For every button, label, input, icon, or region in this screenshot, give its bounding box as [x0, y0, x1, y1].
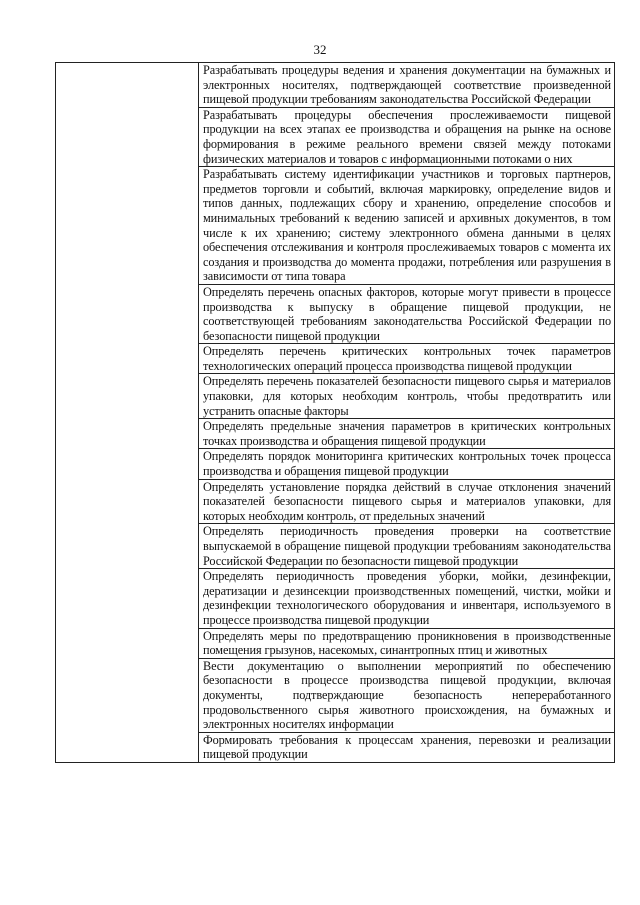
- table-cell: [199, 344, 615, 374]
- cell-text: Разрабатывать процедуры обеспечения прослеживаемости пищевой продукции на всех этапах ее производства и обращения на рынке на основе формирования в режиме реального времени связей между потоками физических материалов и товаров с информационными потоками о них: [203, 107, 611, 166]
- cell-text: Определять перечень показателей безопасности пищевого сырья и материалов упаковки, для которых необходим контроль, чтобы предотвратить или устранить опасные факторы: [203, 374, 611, 418]
- table-row: [56, 63, 615, 108]
- empty-left-cell: [56, 63, 199, 763]
- cell-text: Вести документацию о выполнении мероприятий по обеспечению безопасности в процессе производства пищевой продукции, включая документы, подтверждающие безопасность непереработанного продовольственного сырья животного происхождения, на бумажных и электронных носителях информации: [203, 658, 611, 732]
- table-cell: [199, 374, 615, 419]
- table-cell: [199, 628, 615, 658]
- page-number: 32: [313, 42, 327, 57]
- table-cell: [199, 658, 615, 732]
- cell-text: Формировать требования к процессам хранения, перевозки и реализации пищевой продукции: [203, 732, 611, 762]
- table-cell: [199, 419, 615, 449]
- table-cell: [199, 449, 615, 479]
- table-cell: [199, 167, 615, 285]
- cell-text: Определять периодичность проведения проверки на соответствие выпускаемой в обращение пищевой продукции требованиям законодательства Российской Федерации по безопасности пищевой продукции: [203, 524, 611, 568]
- table-cell: [199, 524, 615, 569]
- table-cell: [199, 284, 615, 343]
- cell-text: Определять предельные значения параметров в критических контрольных точках производства и обращения пищевой продукции: [203, 419, 611, 448]
- cell-text: Определять периодичность проведения уборки, мойки, дезинфекции, дератизации и дезинсекции производственных помещений, чистки, мойки и дезинфекции технологического оборудования и инвентаря, используемого в процессе производства пищевой продукции: [203, 569, 611, 627]
- cell-text: Определять меры по предотвращению проникновения в производственные помещения грызунов, насекомых, синантропных птиц и животных: [203, 628, 611, 658]
- table-cell: [199, 107, 615, 166]
- table-cell: [199, 569, 615, 628]
- cell-text: Разрабатывать процедуры ведения и хранения документации на бумажных и электронных носителях, подтверждающей соответствие произведенной пищевой продукции требованиям законодательства Российской Федерации: [203, 63, 611, 107]
- table-cell: [199, 732, 615, 762]
- cell-text: Разрабатывать систему идентификации участников и торговых партнеров, предметов торговли и событий, включая маркировку, определение видов и типов данных, подлежащих сбору и хранению, определение способов и минимальных требований к ведению записей и архивных документов, в том числе к их хранению; систему электронного обмена данными в целях обеспечения отслеживания и контроля прослеживаемых товаров с момента их создания и производства до момента продажи, потребления или разрушения в зависимости от типа товара: [203, 167, 611, 284]
- cell-text: Определять установление порядка действий в случае отклонения значений показателей безопасности пищевого сырья и материалов упаковки, для которых необходим контроль, от предельных значений: [203, 479, 611, 523]
- cell-text: Определять порядок мониторинга критических контрольных точек процесса производства и обращения пищевой продукции: [203, 449, 611, 479]
- cell-text: Определять перечень критических контрольных точек параметров технологических операций процесса производства пищевой продукции: [203, 344, 611, 373]
- cell-text: Определять перечень опасных факторов, которые могут привести в процессе производства к выпуску в обращение пищевой продукции, не соответствующей требованиям законодательства Российской Федерации по безопасности пищевой продукции: [203, 284, 611, 343]
- table-cell: [199, 479, 615, 524]
- labor-functions-table: [55, 62, 615, 763]
- table-cell: [199, 63, 615, 108]
